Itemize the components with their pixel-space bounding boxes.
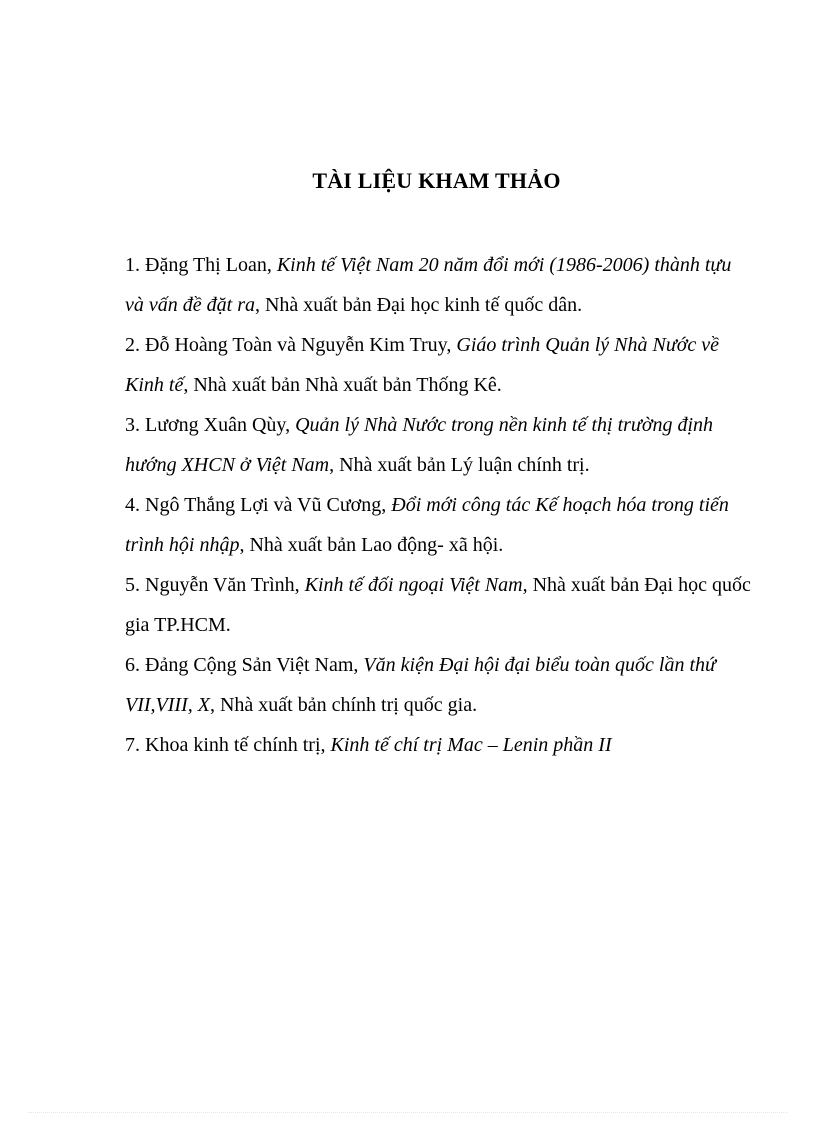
reference-publisher: , Nhà xuất bản Lao động- xã hội. <box>239 534 504 556</box>
reference-author: 6. Đảng Cộng Sản Việt Nam, <box>125 654 364 676</box>
reference-list <box>125 245 755 765</box>
reference-item-2 <box>125 325 755 405</box>
reference-item-4 <box>125 485 755 565</box>
reference-work-title: Kinh tế Việt Nam 20 năm đổi mới (1986-2006) thành tựu và vấn đề đặt ra <box>125 254 732 316</box>
reference-item-5 <box>125 565 755 645</box>
reference-work-title: Kinh tế chí trị Mac – Lenin phần II <box>330 734 612 756</box>
reference-item-6 <box>125 645 755 725</box>
reference-publisher: , Nhà xuất bản Đại học quốc gia TP.HCM. <box>125 574 751 636</box>
reference-item-1 <box>125 245 755 325</box>
reference-item-7 <box>125 725 755 765</box>
reference-author: 3. Lương Xuân Qùy, <box>125 414 296 436</box>
reference-publisher: , Nhà xuất bản Đại học kinh tế quốc dân. <box>254 294 583 316</box>
reference-publisher: , Nhà xuất bản Nhà xuất bản Thống Kê. <box>183 374 502 396</box>
reference-author: 4. Ngô Thắng Lợi và Vũ Cương, <box>125 494 392 516</box>
reference-publisher: , Nhà xuất bản chính trị quốc gia. <box>209 694 478 716</box>
reference-work-title: Quản lý Nhà Nước trong nền kinh tế thị trường định hướng XHCN ở Việt Nam <box>125 414 714 476</box>
reference-author: 5. Nguyễn Văn Trình, <box>125 574 305 596</box>
reference-work-title: Kinh tế đối ngoại Việt Nam <box>304 574 523 596</box>
reference-author: 7. Khoa kinh tế chính trị, <box>125 734 331 756</box>
reference-work-title: Văn kiện Đại hội đại biểu toàn quốc lần thứ VII,VIII, X <box>125 654 716 716</box>
reference-publisher: , Nhà xuất bản Lý luận chính trị. <box>329 454 590 476</box>
reference-author: 1. Đặng Thị Loan, <box>125 254 277 276</box>
page-footer-divider <box>28 1112 788 1113</box>
reference-work-title: Giáo trình Quản lý Nhà Nước về Kinh tế <box>125 334 720 396</box>
reference-item-3 <box>125 405 755 485</box>
reference-author: 2. Đỗ Hoàng Toàn và Nguyễn Kim Truy, <box>125 334 457 356</box>
page-title: TÀI LIỆU KHAM THẢO <box>312 168 561 193</box>
reference-work-title: Đổi mới công tác Kế hoạch hóa trong tiến trình hội nhập <box>125 494 729 556</box>
